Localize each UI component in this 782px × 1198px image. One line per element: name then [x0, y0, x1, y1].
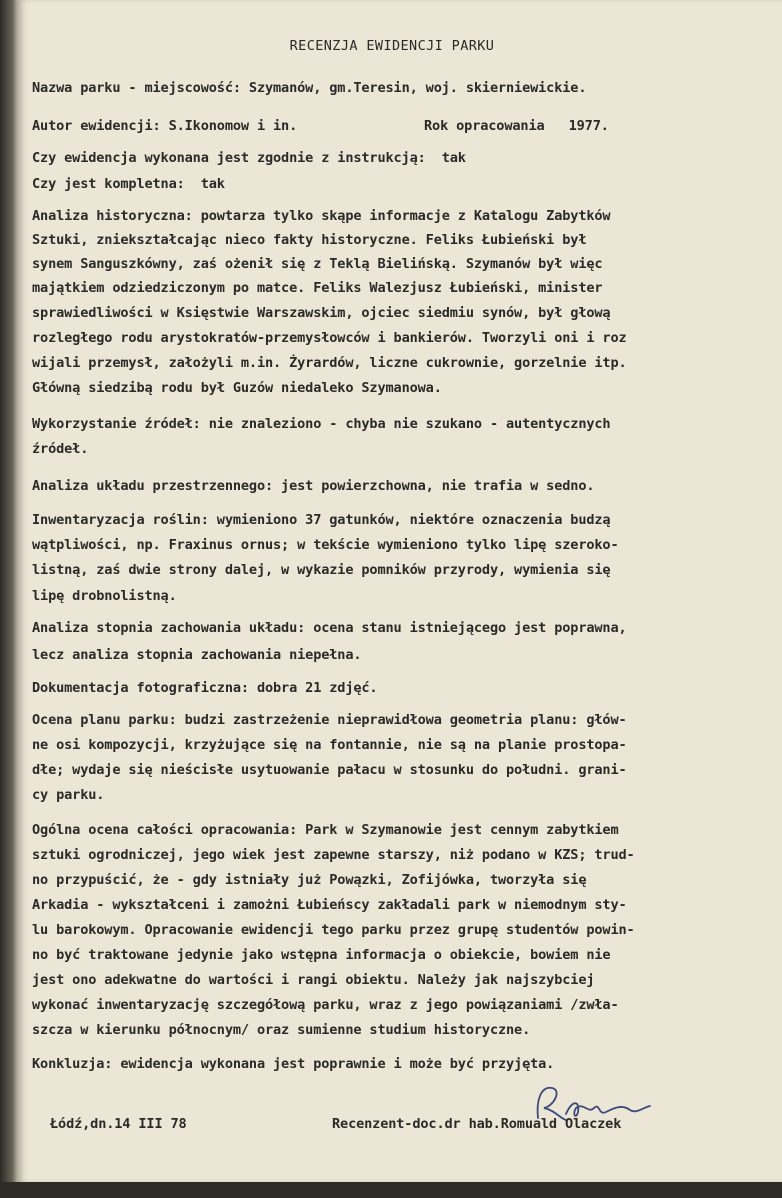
spatial-layout-line: Analiza układu przestrzennego: jest powierzchowna, nie trafia w sedno. — [32, 478, 595, 494]
overall-assessment-line: wykonać inwentaryzację szczegółową parku, wraz z jego powiązaniami /zwła- — [32, 997, 619, 1013]
reviewer-line: Recenzent-doc.dr hab.Romuald Olaczek — [332, 1116, 622, 1132]
historical-analysis-line: Sztuki, zniekształcając nieco fakty historyczne. Feliks Łubieński był — [32, 232, 587, 248]
park-name-line: Nazwa parku - miejscowość: Szymanów, gm.Teresin, woj. skierniewickie. — [32, 80, 587, 96]
sources-line: źródeł. — [32, 441, 89, 457]
sources-line: Wykorzystanie źródeł: nie znaleziono - chyba nie szukano - autentycznych — [32, 416, 611, 432]
overall-assessment-line: sztuki ogrodniczej, jego wiek jest zapewne starszy, niż podano w KZS; trud- — [32, 847, 635, 863]
park-plan-line: ne osi kompozycji, krzyżujące się na fontannie, nie są na planie prostopa- — [32, 737, 627, 753]
completeness-line: Czy jest kompletna: tak — [32, 176, 225, 192]
historical-analysis-line: rozległego rodu arystokratów-przemysłowców i bankierów. Tworzyli oni i roz — [32, 330, 627, 346]
park-plan-line: dłe; wydaje się nieścisłe usytuowanie pałacu w stosunku do południ. grani- — [32, 762, 627, 778]
preservation-line: lecz analiza stopnia zachowania niepełna. — [32, 647, 362, 663]
plant-inventory-line: wątpliwości, np. Fraxinus ornus; w tekście wymieniono tylko lipę szeroko- — [32, 537, 619, 553]
historical-analysis-line: Główną siedzibą rodu był Guzów niedaleko Szymanowa. — [32, 380, 442, 396]
park-plan-line: Ocena planu parku: budzi zastrzeżenie nieprawidłowa geometria planu: głów- — [32, 712, 627, 728]
overall-assessment-line: no być traktowane jedynie jako wstępna informacja o obiekcie, bowiem nie — [32, 947, 611, 963]
overall-assessment-line: no przypuścić, że - gdy istniały już Powązki, Zofijówka, tworzyła się — [32, 872, 587, 888]
document-page — [18, 0, 782, 1182]
historical-analysis-line: sprawiedliwości w Księstwie Warszawskim, ojciec siedmiu synów, był głową — [32, 305, 611, 321]
historical-analysis-line: Analiza historyczna: powtarza tylko skąpe informacje z Katalogu Zabytków — [32, 208, 611, 224]
compliance-line: Czy ewidencja wykonana jest zgodnie z instrukcją: tak — [32, 150, 466, 166]
overall-assessment-line: Arkadia - wykształceni i zamożni Łubieńscy zakładali park w niemodnym sty- — [32, 897, 627, 913]
conclusion-line: Konkluzja: ewidencja wykonana jest poprawnie i może być przyjęta. — [32, 1056, 555, 1072]
overall-assessment-line: jest ono adekwatne do wartości i rangi obiektu. Należy jak najszybciej — [32, 972, 595, 988]
preservation-line: Analiza stopnia zachowania układu: ocena stanu istniejącego jest poprawna, — [32, 620, 627, 636]
historical-analysis-line: majątkiem odziedziczonym po matce. Feliks Walezjusz Łubieński, minister — [32, 280, 603, 296]
plant-inventory-line: lipę drobnolistną. — [32, 588, 177, 604]
plant-inventory-line: listną, zaś dwie strony dalej, w wykazie pomników przyrody, wymienia się — [32, 562, 611, 578]
historical-analysis-line: synem Sanguszkówny, zaś ożenił się z Teklą Bielińską. Szymanów był więc — [32, 256, 603, 272]
date-line: Łódź,dn.14 III 78 — [50, 1116, 187, 1132]
photo-documentation-line: Dokumentacja fotograficzna: dobra 21 zdjęć. — [32, 680, 378, 696]
park-plan-line: cy parku. — [32, 787, 105, 803]
author-line: Autor ewidencji: S.Ikonomow i in. — [32, 118, 298, 134]
year-line: Rok opracowania 1977. — [424, 118, 609, 134]
scan-bottom-edge — [0, 1182, 782, 1198]
book-binding — [0, 0, 18, 1198]
overall-assessment-line: Ogólna ocena całości opracowania: Park w Szymanowie jest cennym zabytkiem — [32, 822, 619, 838]
historical-analysis-line: wijali przemysł, założyli m.in. Żyrardów, liczne cukrownie, gorzelnie itp. — [32, 355, 627, 371]
overall-assessment-line: lu barokowym. Opracowanie ewidencji tego parku przez grupę studentów powin- — [32, 922, 635, 938]
overall-assessment-line: szcza w kierunku północnym/ oraz sumienne studium historyczne. — [32, 1022, 531, 1038]
document-title: RECENZJA EWIDENCJI PARKU — [289, 38, 495, 54]
plant-inventory-line: Inwentaryzacja roślin: wymieniono 37 gatunków, niektóre oznaczenia budzą — [32, 512, 611, 528]
